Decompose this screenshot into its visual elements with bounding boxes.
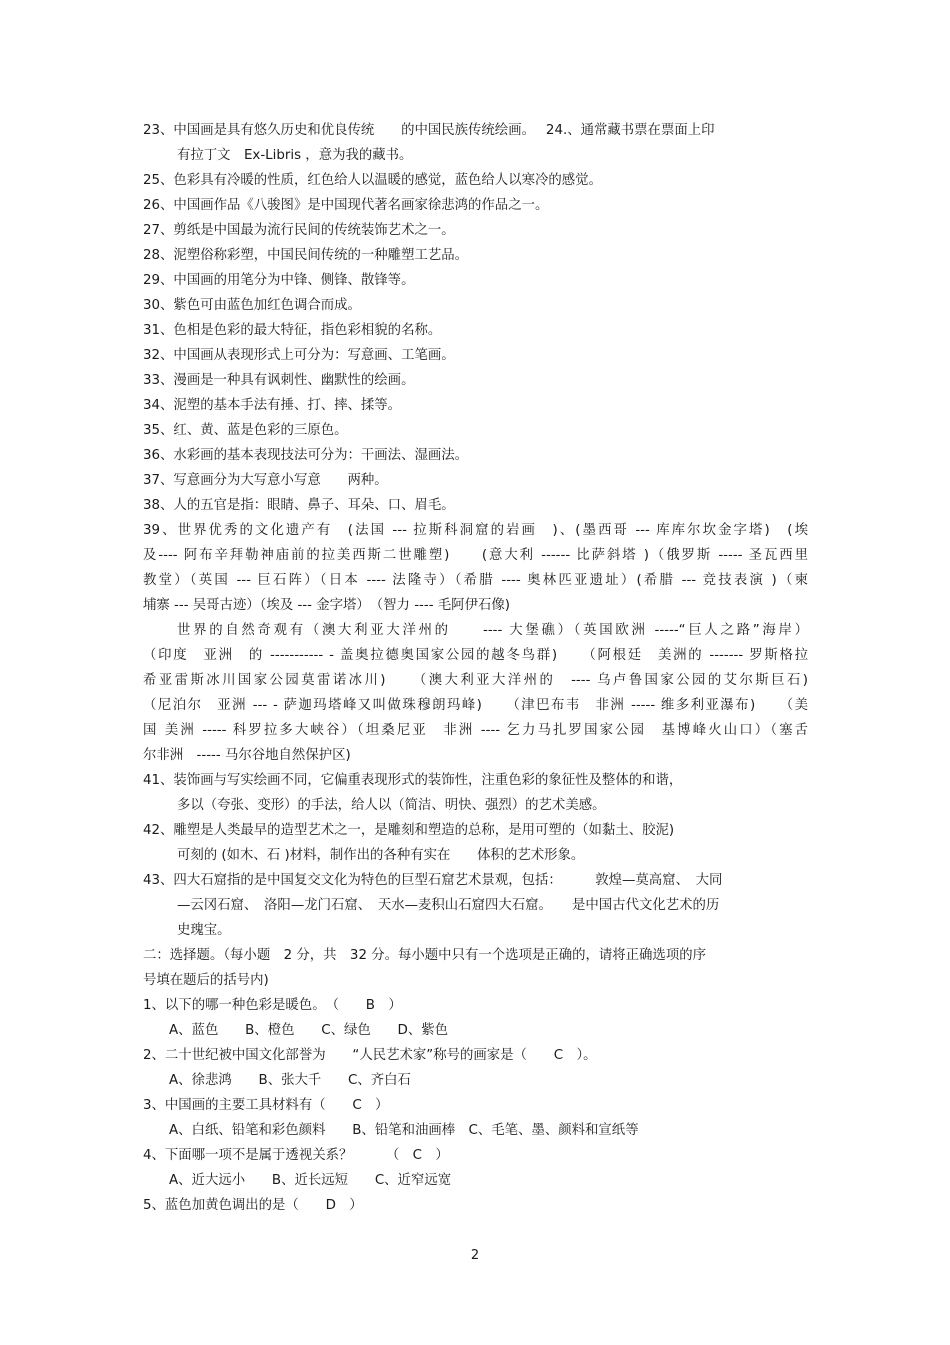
text-line: A、近大远小 B、近长远短 C、近窄远宽	[169, 1173, 452, 1188]
text-line: 有拉丁文 Ex-Libris ，意为我的藏书。	[177, 148, 413, 163]
text-line: 26、中国画作品《八骏图》是中国现代著名画家徐悲鸿的作品之一。	[143, 198, 549, 213]
text-line: 3、中国画的主要工具材料有（ C ）	[143, 1098, 389, 1113]
text-line: 39、世界优秀的文化遗产有 (法国 --- 拉斯科洞窟的岩画 )、(墨西哥 --- 库库尔坎金字塔) (埃	[143, 523, 808, 538]
text-line: 5、蓝色加黄色调出的是（ D ）	[143, 1198, 363, 1213]
text-line: 27、剪纸是中国最为流行民间的传统装饰艺术之一。	[143, 223, 455, 238]
text-line: （印度 亚洲 的 ----------- - 盖奥拉德奥国家公园的越冬鸟群) （阿根廷 美洲的 ------- 罗斯格拉	[143, 648, 808, 663]
text-line: —云冈石窟、 洛阳—龙门石窟、 天水—麦积山石窟四大石窟。 是中国古代文化艺术的历	[177, 898, 720, 913]
text-line: 二：选择题。（每小题 2 分，共 32 分。每小题中只有一个选项是正确的，请将正确选项的序	[143, 948, 706, 963]
text-line: 可刻的 (如木、石 )材料，制作出的各种有实在 体积的艺术形象。	[177, 848, 585, 863]
text-line: 41、装饰画与写实绘画不同，它偏重表现形式的装饰性，注重色彩的象征性及整体的和谐，	[143, 773, 683, 788]
text-line: 32、中国画从表现形式上可分为：写意画、工笔画。	[143, 348, 455, 363]
text-line: 多以（夸张、变形）的手法，给人以（简洁、明快、强烈）的艺术美感。	[177, 798, 606, 813]
document-body	[143, 118, 808, 1218]
text-line: 30、紫色可由蓝色加红色调合而成。	[143, 298, 361, 313]
text-line: 世界的自然奇观有（澳大利亚大洋州的 ---- 大堡礁）（英国欧洲 -----“巨人之路”海岸）	[177, 623, 808, 638]
text-line: 史瑰宝。	[177, 923, 231, 938]
text-line: A、白纸、铅笔和彩色颜料 B、铅笔和油画棒 C、毛笔、墨、颜料和宣纸等	[169, 1123, 639, 1138]
text-line: 34、泥塑的基本手法有捶、打、摔、揉等。	[143, 398, 402, 413]
text-line: 29、中国画的用笔分为中锋、侧锋、散锋等。	[143, 273, 415, 288]
text-line: 号填在题后的括号内)	[143, 973, 269, 988]
text-line: 尔非洲 ----- 马尔谷地自然保护区)	[143, 748, 351, 763]
text-line: 4、下面哪一项不是属于透视关系？ （ C ）	[143, 1148, 449, 1163]
text-line: 43、四大石窟指的是中国复交文化为特色的巨型石窟艺术景观，包括： 敦煌—莫高窟、 大同	[143, 873, 723, 888]
text-line: （尼泊尔 亚洲 --- - 萨迦玛塔峰又叫做珠穆朗玛峰) （津巴布韦 非洲 ----- 维多利亚瀑布) （美	[143, 698, 808, 713]
text-line: 31、色相是色彩的最大特征，指色彩相貌的名称。	[143, 323, 442, 338]
text-line: 国 美洲 ----- 科罗拉多大峡谷）（坦桑尼亚 非洲 ---- 乞力马扎罗国家公园 基博峰火山口）（塞舌	[143, 723, 808, 738]
text-line: 42、雕塑是人类最早的造型艺术之一，是雕刻和塑造的总称，是用可塑的（如黏土、胶泥)	[143, 823, 675, 838]
text-line: 35、红、黄、蓝是色彩的三原色。	[143, 423, 348, 438]
text-line: 25、色彩具有冷暖的性质，红色给人以温暖的感觉，蓝色给人以寒冷的感觉。	[143, 173, 602, 188]
text-line: 及---- 阿布辛拜勒神庙前的拉美西斯二世雕塑) (意大利 ------ 比萨斜塔 )（俄罗斯 ----- 圣瓦西里	[143, 548, 808, 563]
text-line: 33、漫画是一种具有讽刺性、幽默性的绘画。	[143, 373, 415, 388]
text-line: 希亚雷斯冰川国家公园莫雷诺冰川) （澳大利亚大洋州的 ---- 乌卢鲁国家公园的艾尔斯巨石)	[143, 673, 808, 688]
text-line: 38、人的五官是指：眼睛、鼻子、耳朵、口、眉毛。	[143, 498, 455, 513]
text-line: 1、以下的哪一种色彩是暖色。 （ B ）	[143, 998, 402, 1013]
text-line: 36、水彩画的基本表现技法可分为：干画法、湿画法。	[143, 448, 469, 463]
text-line: 2、二十世纪被中国文化部誉为 “人民艺术家”称号的画家是（ C ）。	[143, 1048, 597, 1063]
page-number: 2	[470, 1248, 480, 1263]
text-line: 37、写意画分为大写意小写意 两种。	[143, 473, 388, 488]
text-line: 埔寨 --- 吴哥古迹）（埃及 --- 金字塔） （智力 ---- 毛阿伊石像)	[143, 598, 510, 613]
text-line: A、蓝色 B、橙色 C、绿色 D、紫色	[169, 1023, 449, 1038]
text-line: A、徐悲鸿 B、张大千 C、齐白石	[169, 1073, 411, 1088]
text-line: 23、中国画是具有悠久历史和优良传统 的中国民族传统绘画。 24.、通常藏书票在票面上印	[143, 123, 715, 138]
text-line: 28、泥塑俗称彩塑，中国民间传统的一种雕塑工艺品。	[143, 248, 469, 263]
text-line: 教堂）（英国 --- 巨石阵）（日本 ---- 法隆寺）（希腊 ---- 奥林匹亚遗址）(希腊 --- 竞技表演 )（柬	[143, 573, 808, 588]
